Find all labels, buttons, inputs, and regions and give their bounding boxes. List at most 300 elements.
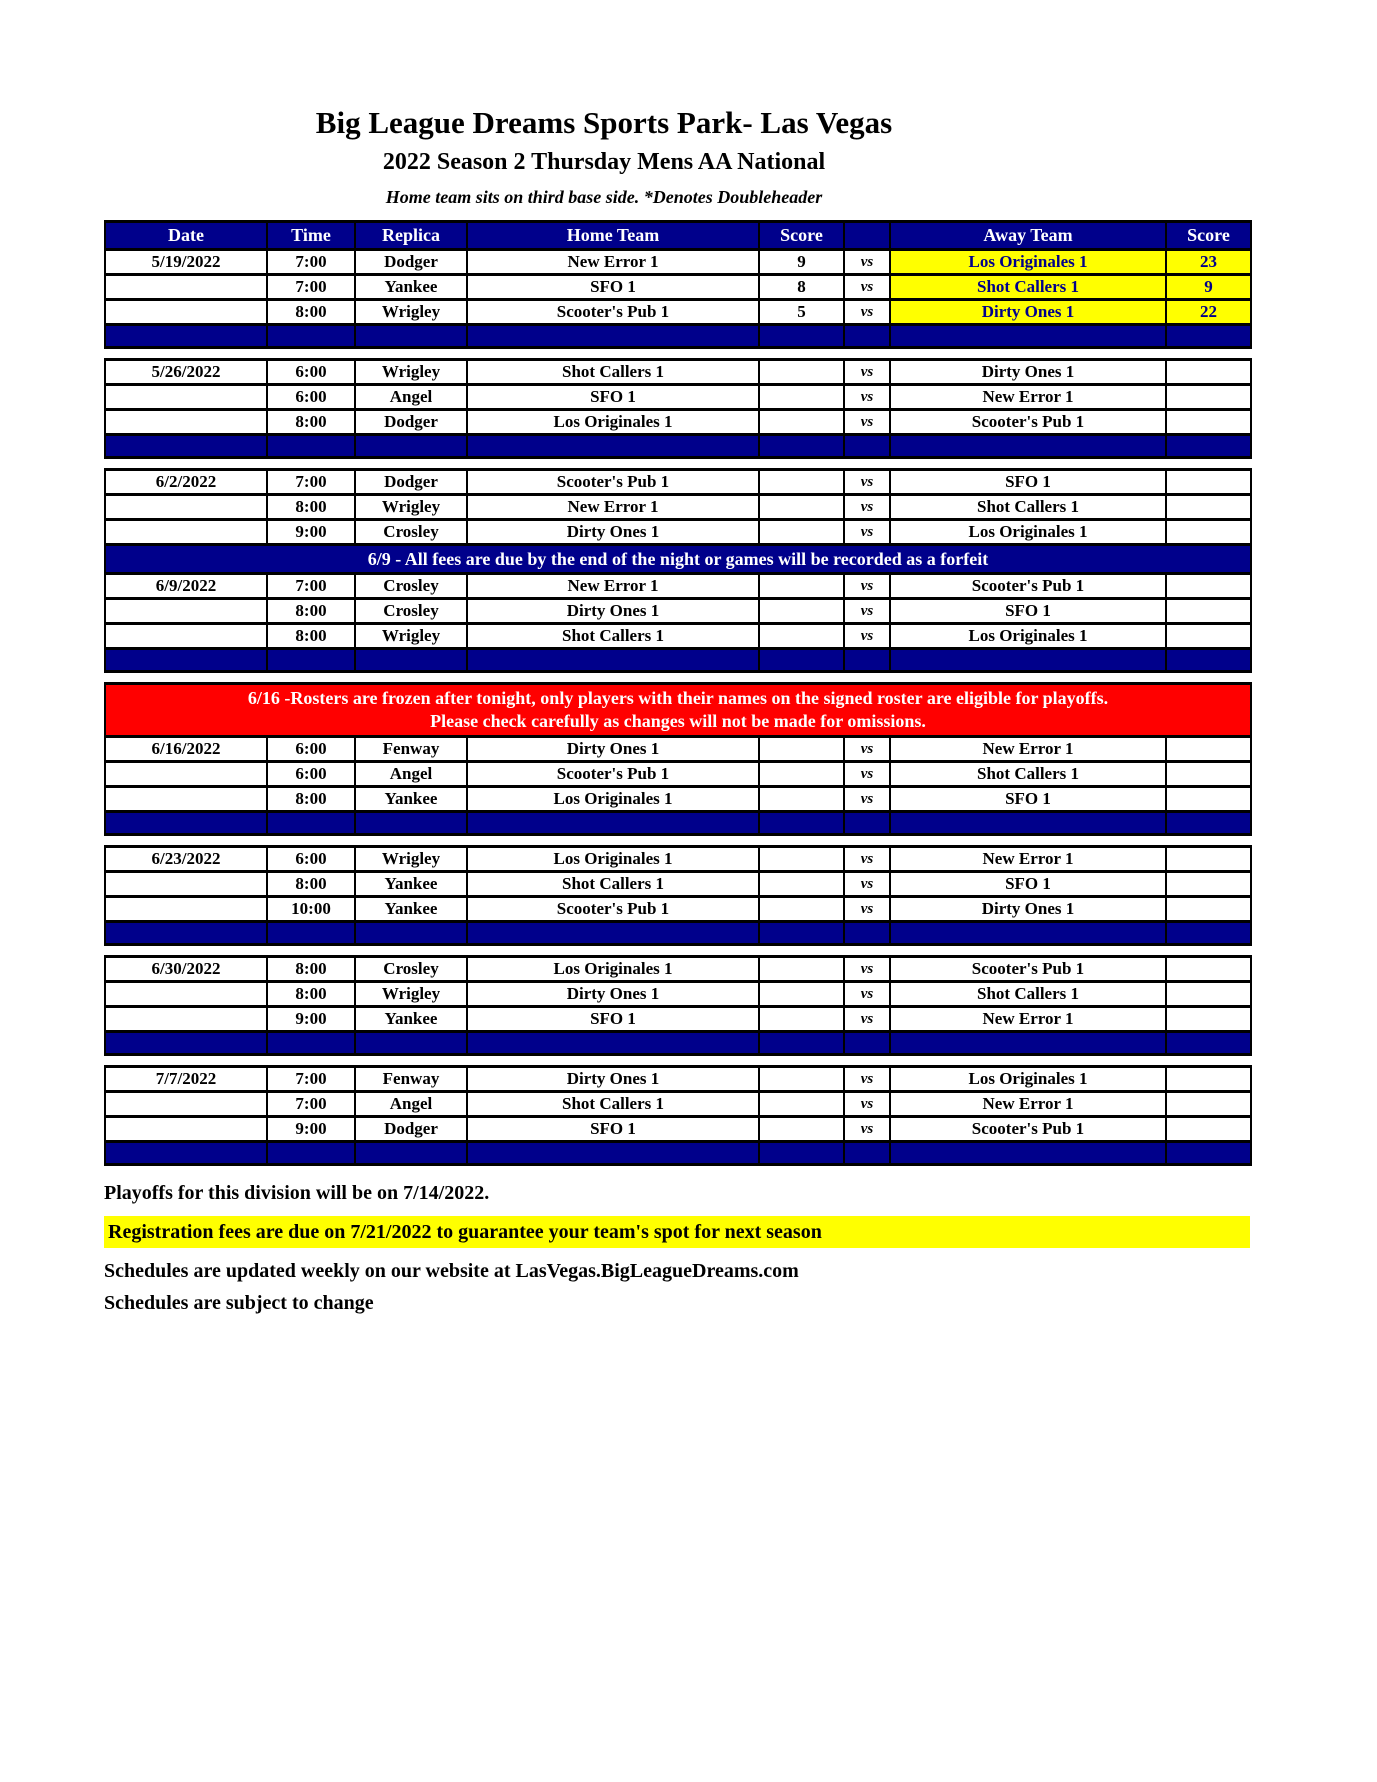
- spacer-cell: [355, 812, 467, 835]
- spacer-cell: [355, 1142, 467, 1165]
- spacer-cell: [267, 435, 355, 458]
- vs-cell: vs: [844, 1067, 890, 1092]
- home-score-cell: 9: [759, 250, 844, 275]
- date-cell: 6/16/2022: [105, 737, 267, 762]
- time-cell: 7:00: [267, 470, 355, 495]
- spacer-cell: [844, 325, 890, 348]
- vs-cell: vs: [844, 957, 890, 982]
- away-score-cell: [1166, 737, 1251, 762]
- home-score-cell: [759, 847, 844, 872]
- away-team-cell: Los Originales 1: [890, 520, 1166, 545]
- date-cell: 6/30/2022: [105, 957, 267, 982]
- vs-cell: vs: [844, 520, 890, 545]
- replica-cell: Crosley: [355, 574, 467, 599]
- time-cell: 10:00: [267, 897, 355, 922]
- gap-row: [105, 348, 1251, 360]
- home-score-cell: [759, 410, 844, 435]
- away-team-cell: Scooter's Pub 1: [890, 1117, 1166, 1142]
- replica-cell: Wrigley: [355, 360, 467, 385]
- time-cell: 8:00: [267, 787, 355, 812]
- spacer-cell: [1166, 1142, 1251, 1165]
- away-score-cell: [1166, 762, 1251, 787]
- time-cell: 7:00: [267, 1092, 355, 1117]
- home-score-cell: [759, 872, 844, 897]
- col-header-away-score: Score: [1166, 222, 1251, 250]
- home-score-cell: [759, 520, 844, 545]
- away-team-cell: Dirty Ones 1: [890, 360, 1166, 385]
- away-score-cell: [1166, 574, 1251, 599]
- game-row: [105, 847, 1251, 872]
- game-row: [105, 872, 1251, 897]
- gap-cell: [105, 458, 1251, 470]
- vs-cell: vs: [844, 1007, 890, 1032]
- game-row: [105, 982, 1251, 1007]
- time-cell: 6:00: [267, 360, 355, 385]
- away-score-cell: [1166, 1067, 1251, 1092]
- spacer-cell: [759, 922, 844, 945]
- replica-cell: Yankee: [355, 275, 467, 300]
- vs-cell: vs: [844, 1117, 890, 1142]
- away-score-cell: [1166, 599, 1251, 624]
- home-team-cell: SFO 1: [467, 1117, 759, 1142]
- replica-cell: Yankee: [355, 897, 467, 922]
- away-score-cell: [1166, 847, 1251, 872]
- spacer-cell: [844, 1032, 890, 1055]
- gap-cell: [105, 945, 1251, 957]
- away-team-cell: SFO 1: [890, 872, 1166, 897]
- game-row: [105, 470, 1251, 495]
- game-row: [105, 787, 1251, 812]
- spacer-cell: [844, 649, 890, 672]
- game-row: [105, 574, 1251, 599]
- away-team-cell: New Error 1: [890, 847, 1166, 872]
- roster-notice-line: Please check carefully as changes will not be made for omissions.: [430, 711, 926, 731]
- game-row: [105, 1092, 1251, 1117]
- spacer-cell: [1166, 922, 1251, 945]
- col-header-away-team: Away Team: [890, 222, 1166, 250]
- replica-cell: Wrigley: [355, 624, 467, 649]
- away-team-cell: SFO 1: [890, 599, 1166, 624]
- vs-cell: vs: [844, 250, 890, 275]
- spacer-cell: [267, 922, 355, 945]
- game-row: [105, 737, 1251, 762]
- home-team-cell: SFO 1: [467, 275, 759, 300]
- vs-cell: vs: [844, 1092, 890, 1117]
- away-team-cell: New Error 1: [890, 385, 1166, 410]
- spacer-cell: [1166, 1032, 1251, 1055]
- vs-cell: vs: [844, 574, 890, 599]
- vs-cell: vs: [844, 762, 890, 787]
- spacer-cell: [105, 649, 267, 672]
- vs-cell: vs: [844, 300, 890, 325]
- home-team-note: Home team sits on third base side. *Denotes Doubleheader: [385, 187, 823, 207]
- spacer-row: [105, 812, 1251, 835]
- vs-cell: vs: [844, 847, 890, 872]
- away-team-cell: New Error 1: [890, 737, 1166, 762]
- spacer-cell: [467, 812, 759, 835]
- away-score-cell: [1166, 360, 1251, 385]
- spacer-cell: [890, 922, 1166, 945]
- home-score-cell: [759, 360, 844, 385]
- vs-cell: vs: [844, 872, 890, 897]
- gap-row: [105, 835, 1251, 847]
- away-team-cell: Shot Callers 1: [890, 275, 1166, 300]
- game-row: [105, 624, 1251, 649]
- replica-cell: Crosley: [355, 520, 467, 545]
- game-row: [105, 897, 1251, 922]
- away-team-cell: Shot Callers 1: [890, 982, 1166, 1007]
- spacer-cell: [105, 1032, 267, 1055]
- spacer-cell: [467, 435, 759, 458]
- replica-cell: Wrigley: [355, 982, 467, 1007]
- home-score-cell: 8: [759, 275, 844, 300]
- home-score-cell: [759, 574, 844, 599]
- spacer-cell: [890, 1032, 1166, 1055]
- date-cell: [105, 897, 267, 922]
- away-score-cell: [1166, 495, 1251, 520]
- vs-cell: vs: [844, 470, 890, 495]
- home-team-cell: Shot Callers 1: [467, 624, 759, 649]
- home-score-cell: [759, 495, 844, 520]
- time-cell: 9:00: [267, 1007, 355, 1032]
- time-cell: 8:00: [267, 410, 355, 435]
- vs-cell: vs: [844, 385, 890, 410]
- home-score-cell: [759, 957, 844, 982]
- date-cell: 6/9/2022: [105, 574, 267, 599]
- game-row: [105, 520, 1251, 545]
- spacer-cell: [890, 649, 1166, 672]
- home-team-cell: Scooter's Pub 1: [467, 300, 759, 325]
- spacer-cell: [759, 435, 844, 458]
- spacer-cell: [355, 649, 467, 672]
- spacer-cell: [844, 1142, 890, 1165]
- col-header-vs: [844, 222, 890, 250]
- away-team-cell: Scooter's Pub 1: [890, 574, 1166, 599]
- spacer-row: [105, 435, 1251, 458]
- away-score-cell: [1166, 982, 1251, 1007]
- away-score-cell: [1166, 1117, 1251, 1142]
- time-cell: 7:00: [267, 275, 355, 300]
- gap-row: [105, 458, 1251, 470]
- home-team-cell: Los Originales 1: [467, 410, 759, 435]
- home-team-cell: New Error 1: [467, 495, 759, 520]
- replica-cell: Angel: [355, 385, 467, 410]
- replica-cell: Crosley: [355, 957, 467, 982]
- away-team-cell: SFO 1: [890, 787, 1166, 812]
- home-team-cell: Scooter's Pub 1: [467, 762, 759, 787]
- spacer-cell: [1166, 812, 1251, 835]
- spacer-cell: [105, 435, 267, 458]
- home-team-cell: Los Originales 1: [467, 847, 759, 872]
- home-score-cell: [759, 470, 844, 495]
- away-team-cell: Shot Callers 1: [890, 495, 1166, 520]
- game-row: [105, 1117, 1251, 1142]
- date-cell: 5/26/2022: [105, 360, 267, 385]
- date-cell: [105, 982, 267, 1007]
- spacer-cell: [759, 1032, 844, 1055]
- game-row: [105, 1067, 1251, 1092]
- home-score-cell: [759, 1067, 844, 1092]
- away-score-cell: [1166, 624, 1251, 649]
- game-row: [105, 385, 1251, 410]
- page: [104, 0, 1254, 1316]
- away-score-cell: [1166, 1092, 1251, 1117]
- spacer-cell: [1166, 435, 1251, 458]
- home-team-cell: Dirty Ones 1: [467, 599, 759, 624]
- replica-cell: Wrigley: [355, 495, 467, 520]
- home-score-cell: [759, 787, 844, 812]
- col-header-time: Time: [267, 222, 355, 250]
- gap-row: [105, 1055, 1251, 1067]
- date-cell: [105, 520, 267, 545]
- vs-cell: vs: [844, 599, 890, 624]
- spacer-cell: [759, 1142, 844, 1165]
- header-row: [105, 222, 1251, 250]
- home-score-cell: [759, 737, 844, 762]
- away-score-cell: [1166, 410, 1251, 435]
- home-team-cell: New Error 1: [467, 250, 759, 275]
- spacer-cell: [759, 325, 844, 348]
- subject-to-change-note: Schedules are subject to change: [104, 1292, 374, 1314]
- replica-cell: Wrigley: [355, 300, 467, 325]
- gap-row: [105, 945, 1251, 957]
- replica-cell: Fenway: [355, 1067, 467, 1092]
- spacer-cell: [355, 1032, 467, 1055]
- date-cell: 5/19/2022: [105, 250, 267, 275]
- away-team-cell: Scooter's Pub 1: [890, 957, 1166, 982]
- home-score-cell: [759, 624, 844, 649]
- away-team-cell: Los Originales 1: [890, 624, 1166, 649]
- spacer-cell: [844, 812, 890, 835]
- home-team-cell: Los Originales 1: [467, 787, 759, 812]
- page-title: Big League Dreams Sports Park- Las Vegas: [315, 105, 893, 140]
- spacer-cell: [105, 1142, 267, 1165]
- time-cell: 8:00: [267, 872, 355, 897]
- away-score-cell: [1166, 385, 1251, 410]
- date-cell: [105, 385, 267, 410]
- away-team-cell: Shot Callers 1: [890, 762, 1166, 787]
- spacer-cell: [890, 1142, 1166, 1165]
- away-score-cell: [1166, 470, 1251, 495]
- schedule-table: [104, 220, 1252, 1166]
- date-cell: 6/23/2022: [105, 847, 267, 872]
- spacer-row: [105, 922, 1251, 945]
- vs-cell: vs: [844, 737, 890, 762]
- game-row: [105, 360, 1251, 385]
- game-row: [105, 410, 1251, 435]
- spacer-cell: [1166, 325, 1251, 348]
- gap-cell: [105, 348, 1251, 360]
- spacer-cell: [105, 922, 267, 945]
- replica-cell: Dodger: [355, 1117, 467, 1142]
- replica-cell: Angel: [355, 1092, 467, 1117]
- vs-cell: vs: [844, 982, 890, 1007]
- col-header-date: Date: [105, 222, 267, 250]
- away-score-cell: [1166, 787, 1251, 812]
- spacer-cell: [355, 325, 467, 348]
- spacer-cell: [759, 649, 844, 672]
- home-score-cell: [759, 385, 844, 410]
- home-team-cell: Dirty Ones 1: [467, 982, 759, 1007]
- date-cell: [105, 872, 267, 897]
- date-cell: 6/2/2022: [105, 470, 267, 495]
- time-cell: 6:00: [267, 737, 355, 762]
- away-team-cell: Los Originales 1: [890, 1067, 1166, 1092]
- home-team-cell: New Error 1: [467, 574, 759, 599]
- replica-cell: Yankee: [355, 787, 467, 812]
- vs-cell: vs: [844, 624, 890, 649]
- col-header-home-team: Home Team: [467, 222, 759, 250]
- roster-notice-cell: [105, 684, 1251, 737]
- time-cell: 8:00: [267, 624, 355, 649]
- home-team-cell: Scooter's Pub 1: [467, 470, 759, 495]
- time-cell: 8:00: [267, 599, 355, 624]
- time-cell: 9:00: [267, 1117, 355, 1142]
- vs-cell: vs: [844, 410, 890, 435]
- roster-notice-row: [105, 684, 1251, 737]
- spacer-cell: [267, 1032, 355, 1055]
- fees-note-cell: 6/9 - All fees are due by the end of the night or games will be recorded as a forfeit: [105, 545, 1251, 574]
- time-cell: 8:00: [267, 495, 355, 520]
- spacer-cell: [844, 922, 890, 945]
- spacer-cell: [355, 922, 467, 945]
- time-cell: 6:00: [267, 847, 355, 872]
- away-team-cell: Scooter's Pub 1: [890, 410, 1166, 435]
- away-team-cell: Los Originales 1: [890, 250, 1166, 275]
- date-cell: [105, 410, 267, 435]
- home-team-cell: SFO 1: [467, 1007, 759, 1032]
- time-cell: 8:00: [267, 982, 355, 1007]
- spacer-cell: [355, 435, 467, 458]
- home-team-cell: Shot Callers 1: [467, 1092, 759, 1117]
- home-score-cell: [759, 1007, 844, 1032]
- vs-cell: vs: [844, 275, 890, 300]
- home-team-cell: Shot Callers 1: [467, 872, 759, 897]
- game-row: [105, 599, 1251, 624]
- away-team-cell: New Error 1: [890, 1007, 1166, 1032]
- home-team-cell: Scooter's Pub 1: [467, 897, 759, 922]
- time-cell: 8:00: [267, 957, 355, 982]
- gap-cell: [105, 835, 1251, 847]
- away-team-cell: Dirty Ones 1: [890, 897, 1166, 922]
- game-row: [105, 495, 1251, 520]
- fees-note-row: [105, 545, 1251, 574]
- date-cell: [105, 624, 267, 649]
- spacer-cell: [467, 1032, 759, 1055]
- home-score-cell: 5: [759, 300, 844, 325]
- spacer-cell: [105, 325, 267, 348]
- replica-cell: Wrigley: [355, 847, 467, 872]
- spacer-cell: [759, 812, 844, 835]
- home-team-cell: Los Originales 1: [467, 957, 759, 982]
- home-score-cell: [759, 897, 844, 922]
- replica-cell: Angel: [355, 762, 467, 787]
- vs-cell: vs: [844, 360, 890, 385]
- page-heading: [104, 0, 1104, 208]
- spacer-row: [105, 1142, 1251, 1165]
- spacer-cell: [890, 435, 1166, 458]
- spacer-cell: [844, 435, 890, 458]
- gap-cell: [105, 1055, 1251, 1067]
- replica-cell: Dodger: [355, 470, 467, 495]
- home-score-cell: [759, 1117, 844, 1142]
- spacer-row: [105, 649, 1251, 672]
- col-header-replica: Replica: [355, 222, 467, 250]
- replica-cell: Yankee: [355, 1007, 467, 1032]
- spacer-cell: [467, 922, 759, 945]
- time-cell: 7:00: [267, 574, 355, 599]
- away-score-cell: [1166, 1007, 1251, 1032]
- roster-notice-line: 6/16 -Rosters are frozen after tonight, only players with their names on the signed roster are eligible for playoffs.: [247, 688, 1109, 708]
- replica-cell: Yankee: [355, 872, 467, 897]
- home-team-cell: Dirty Ones 1: [467, 737, 759, 762]
- home-team-cell: SFO 1: [467, 385, 759, 410]
- time-cell: 9:00: [267, 520, 355, 545]
- gap-cell: [105, 672, 1251, 684]
- date-cell: [105, 1092, 267, 1117]
- away-score-cell: 9: [1166, 275, 1251, 300]
- spacer-cell: [267, 325, 355, 348]
- time-cell: 7:00: [267, 250, 355, 275]
- home-score-cell: [759, 762, 844, 787]
- date-cell: [105, 1007, 267, 1032]
- away-team-cell: New Error 1: [890, 1092, 1166, 1117]
- replica-cell: Fenway: [355, 737, 467, 762]
- spacer-cell: [467, 649, 759, 672]
- away-team-cell: Dirty Ones 1: [890, 300, 1166, 325]
- home-score-cell: [759, 599, 844, 624]
- away-score-cell: [1166, 520, 1251, 545]
- game-row: [105, 250, 1251, 275]
- col-header-home-score: Score: [759, 222, 844, 250]
- game-row: [105, 300, 1251, 325]
- gap-row: [105, 672, 1251, 684]
- away-score-cell: 22: [1166, 300, 1251, 325]
- away-score-cell: 23: [1166, 250, 1251, 275]
- spacer-cell: [267, 1142, 355, 1165]
- date-cell: [105, 787, 267, 812]
- time-cell: 8:00: [267, 300, 355, 325]
- away-score-cell: [1166, 957, 1251, 982]
- replica-cell: Dodger: [355, 250, 467, 275]
- game-row: [105, 762, 1251, 787]
- date-cell: [105, 762, 267, 787]
- time-cell: 6:00: [267, 762, 355, 787]
- away-score-cell: [1166, 897, 1251, 922]
- date-cell: [105, 599, 267, 624]
- spacer-cell: [890, 325, 1166, 348]
- date-cell: 7/7/2022: [105, 1067, 267, 1092]
- page-subtitle: 2022 Season 2 Thursday Mens AA National: [382, 149, 826, 175]
- home-score-cell: [759, 982, 844, 1007]
- schedule-table-body: [105, 250, 1251, 1165]
- date-cell: [105, 495, 267, 520]
- away-team-cell: SFO 1: [890, 470, 1166, 495]
- time-cell: 7:00: [267, 1067, 355, 1092]
- spacer-cell: [267, 649, 355, 672]
- replica-cell: Dodger: [355, 410, 467, 435]
- vs-cell: vs: [844, 495, 890, 520]
- away-score-cell: [1166, 872, 1251, 897]
- replica-cell: Crosley: [355, 599, 467, 624]
- spacer-cell: [467, 325, 759, 348]
- home-team-cell: Dirty Ones 1: [467, 520, 759, 545]
- playoffs-note: Playoffs for this division will be on 7/14/2022.: [104, 1182, 490, 1204]
- game-row: [105, 1007, 1251, 1032]
- date-cell: [105, 300, 267, 325]
- spacer-cell: [105, 812, 267, 835]
- time-cell: 6:00: [267, 385, 355, 410]
